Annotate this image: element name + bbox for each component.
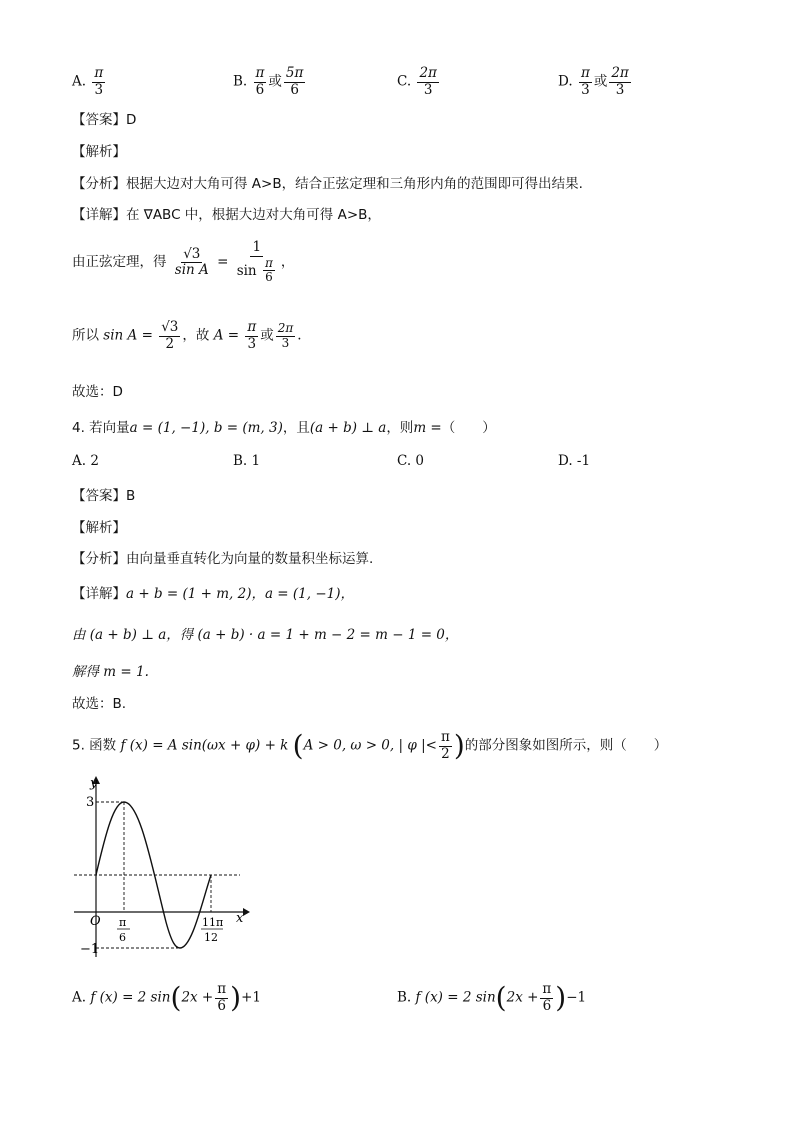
x1-den: 6: [119, 931, 126, 944]
q3-option-a: A. $\frac{\pi}{3}$: [72, 65, 104, 98]
q4-answer: 【答案】B: [72, 488, 136, 504]
q5-option-b: B. f (x) = 2 sin(2x + $\frac{\pi}{6}$ )−1: [397, 981, 587, 1015]
q4-option-d: D. -1: [558, 453, 591, 469]
q3-option-b: B. $\frac{\pi}{6}$ 或 $\frac{5\pi}{6}$: [233, 65, 304, 98]
q5-graph: [68, 772, 258, 962]
q4-option-a: A. 2: [72, 453, 99, 469]
q4-choose: 故选：B.: [72, 696, 127, 712]
q4-solve: 解得 m = 1.: [72, 664, 149, 680]
q5-stem: 5. 函数 f (x) = A sin(ωx + φ) + k (A > 0, ω > 0, | φ |< $\frac{\pi}{2}$ )的部分图象如图所示，则（ ）: [72, 729, 668, 763]
origin-label: O: [90, 914, 101, 929]
sine-curve: [96, 802, 211, 948]
x-axis-arrow: [243, 908, 250, 916]
q3-conclusion: 所以 sin A = $\frac{√3}{2}$ ，故 A = $\frac{\pi}{3}$ 或 $\frac{2\pi}{3}$ .: [72, 319, 302, 352]
q3-option-d: D. $\frac{\pi}{3}$ 或 $\frac{2\pi}{3}$: [558, 65, 629, 98]
x2-den: 12: [204, 931, 218, 944]
q4-jiexi: 【解析】: [72, 520, 126, 536]
q3-fenxi: 【分析】根据大边对大角可得 A>B，结合正弦定理和三角形内角的范围即可得出结果.: [72, 176, 583, 192]
q4-fenxi: 【分析】由向量垂直转化为向量的数量积坐标运算.: [72, 551, 374, 567]
q4-stem: 4. 若向量a = (1, −1), b = (m, 3)，且(a + b) ⊥ a，则m =（ ）: [72, 420, 496, 436]
x2-num: 11π: [202, 916, 224, 929]
q3-option-c: C. $\frac{2\pi}{3}$: [397, 65, 437, 98]
q4-option-b: B. 1: [233, 453, 261, 469]
q4-xiangjie: 【详解】a + b = (1 + m, 2)，a = (1, −1)，: [72, 586, 355, 602]
q3-answer: 【答案】D: [72, 112, 137, 128]
y-min-label: −1: [80, 942, 100, 957]
y-max-label: 3: [86, 795, 95, 810]
x1-num: π: [119, 916, 127, 929]
q3-xiangjie: 【详解】在 ∇ABC 中，根据大边对大角可得 A>B，: [72, 207, 381, 223]
x-label: x: [236, 911, 244, 926]
q3-choose: 故选：D: [72, 384, 123, 400]
q3-jiexi: 【解析】: [72, 144, 126, 160]
q4-option-c: C. 0: [397, 453, 425, 469]
y-label: y: [90, 776, 98, 791]
q5-option-a: A. f (x) = 2 sin(2x + $\frac{\pi}{6}$ )+1: [72, 981, 261, 1015]
q3-sine-rule: 由正弦定理，得 $\frac{√3}{\text{sin A}}$ = 1 sin $\frac{\pi}{6}$ ，: [72, 239, 295, 285]
q4-step: 由 (a + b) ⊥ a，得 (a + b) · a = 1 + m − 2 = m − 1 = 0，: [72, 627, 459, 643]
